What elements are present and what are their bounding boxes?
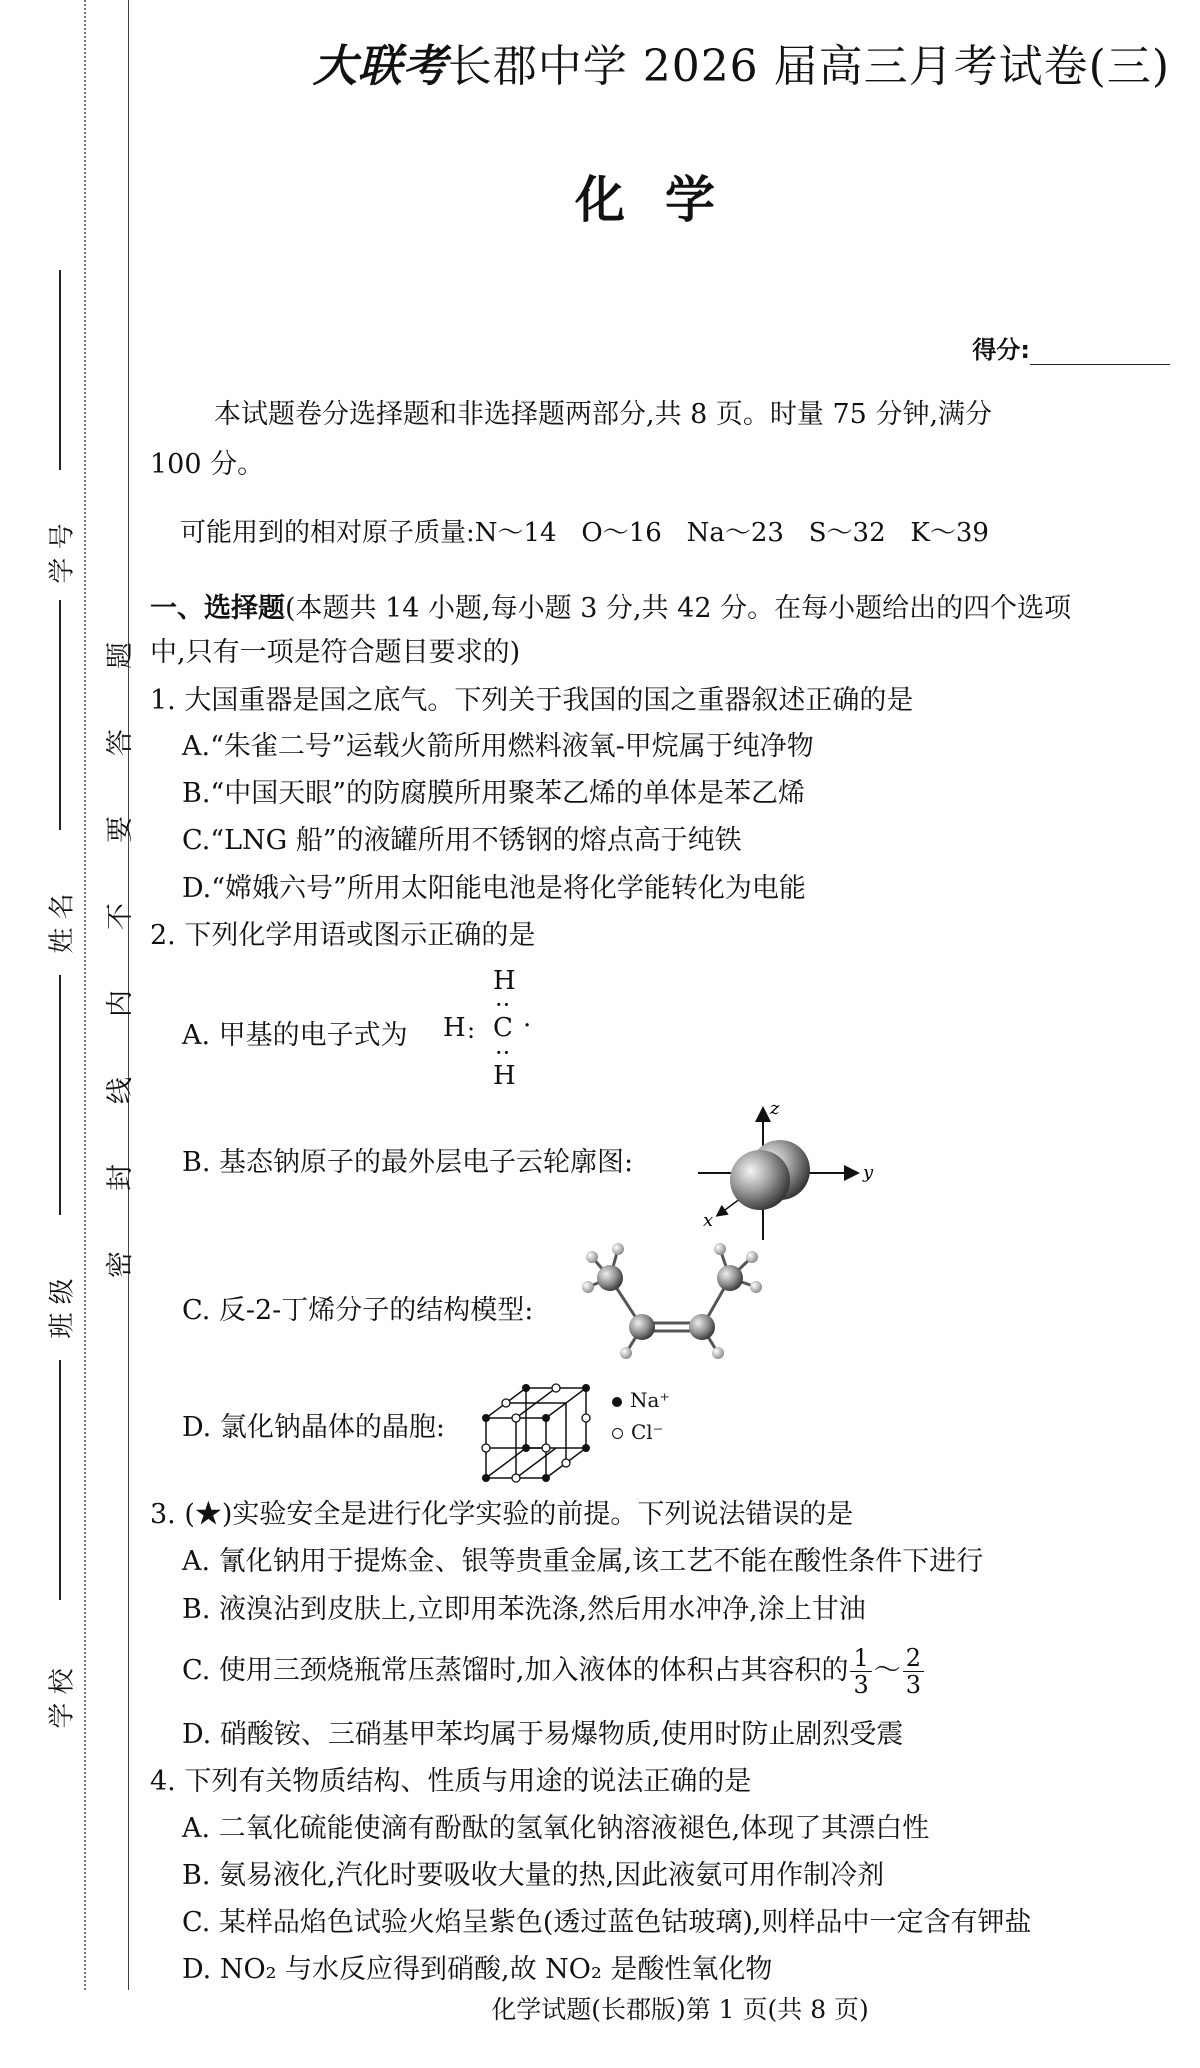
lobe-left — [730, 1150, 790, 1210]
page-footer: 化学试题(长郡版)第 1 页(共 8 页) — [491, 1995, 869, 2024]
exam-title-text: 长郡中学 2026 届高三月考试卷(三) — [447, 41, 1170, 92]
option-c: C. 反-2-丁烯分子的结构模型: — [182, 1295, 534, 1326]
option-d: D. 氯化钠晶体的晶胞: — [182, 1412, 445, 1443]
lewis-h-left: H — [443, 1013, 466, 1043]
seal-char: 答 — [105, 729, 136, 756]
section-desc: 中,只有一项是符合题目要求的) — [150, 637, 521, 668]
option-a: A. 氰化钠用于提炼金、银等贵重金属,该工艺不能在酸性条件下进行 — [182, 1546, 984, 1577]
option-c — [182, 1645, 926, 1698]
seal-char: 要 — [105, 816, 136, 843]
binding-margin — [0, 0, 140, 2068]
axis-x-label: x — [703, 1210, 714, 1231]
name-blank — [59, 600, 61, 830]
option-a: A. 甲基的电子式为 — [182, 1020, 408, 1051]
option-b: B. 基态钠原子的最外层电子云轮廓图: — [182, 1147, 634, 1178]
unpaired-electron: · — [523, 1011, 532, 1041]
intro-line: 本试题卷分选择题和非选择题两部分,共 8 页。时量 75 分钟,满分 — [214, 399, 993, 430]
methyl-lewis-structure — [443, 966, 563, 1091]
fraction-two-thirds: $\frac{2}{3}$ — [903, 1645, 924, 1698]
question-stem: 3. (★)实验安全是进行化学实验的前提。下列说法错误的是 — [150, 1499, 854, 1530]
carbon-atoms — [597, 1265, 743, 1340]
option-c: C.“LNG 船”的液罐所用不锈钢的熔点高于纯铁 — [182, 825, 742, 856]
hydrogen-atoms — [582, 1243, 762, 1359]
fraction-one-third: $\frac{1}{3}$ — [850, 1645, 871, 1698]
number-label: 学 号 — [47, 523, 78, 584]
intro-line: 100 分。 — [150, 449, 265, 480]
option-a: A.“朱雀二号”运载火箭所用燃料液氧-甲烷属于纯净物 — [182, 731, 814, 762]
option-c-text: C. 使用三颈烧瓶常压蒸馏时,加入液体的体积占其容积的 — [182, 1655, 849, 1686]
option-d: D. 硝酸铵、三硝基甲苯均属于易爆物质,使用时防止剧烈受震 — [182, 1719, 904, 1750]
lewis-h-bottom: H — [493, 1061, 516, 1091]
nacl-legend — [612, 1388, 670, 1444]
score-field — [972, 330, 1170, 365]
na-ions — [482, 1384, 590, 1482]
seal-char: 线 — [105, 1077, 136, 1104]
nacl-unit-cell — [476, 1378, 616, 1488]
electron-cloud-diagram — [698, 1100, 918, 1250]
axis-y-label: y — [863, 1162, 874, 1183]
number-blank — [59, 270, 61, 470]
seal-char: 封 — [105, 1164, 136, 1191]
range-tilde: ～ — [873, 1655, 901, 1686]
option-b: B. 液溴沾到皮肤上,立即用苯洗涤,然后用水冲净,涂上甘油 — [182, 1594, 866, 1625]
trans-2-butene-model — [570, 1235, 790, 1365]
atomic-masses: 可能用到的相对原子质量:N～14 O～16 Na～23 S～32 K～39 — [180, 518, 989, 548]
score-blank[interactable] — [1030, 342, 1170, 365]
electron-pair-top: ·· — [495, 991, 511, 1019]
option-c: C. 某样品焰色试验火焰呈紫色(透过蓝色钴玻璃),则样品中一定含有钾盐 — [182, 1907, 1032, 1938]
electron-pair-left: : — [467, 1016, 476, 1044]
score-label: 得分: — [972, 336, 1030, 364]
seal-char: 密 — [105, 1251, 136, 1278]
section-desc: (本题共 14 小题,每小题 3 分,共 42 分。在每小题给出的四个选项 — [285, 593, 1072, 624]
subject-title: 化学 — [575, 170, 755, 229]
option-a: A. 二氧化硫能使滴有酚酞的氢氧化钠溶液褪色,体现了其漂白性 — [182, 1813, 930, 1844]
school-label: 学 校 — [47, 1668, 78, 1729]
lewis-c: C — [493, 1013, 513, 1043]
seal-char: 题 — [105, 642, 136, 669]
fold-dotted-line — [84, 0, 86, 1990]
option-d: D. NO₂ 与水反应得到硝酸,故 NO₂ 是酸性氧化物 — [182, 1954, 773, 1985]
option-d: D.“嫦娥六号”所用太阳能电池是将化学能转化为电能 — [182, 873, 806, 904]
question-stem: 1. 大国重器是国之底气。下列关于我国的国之重器叙述正确的是 — [150, 685, 914, 716]
question-stem: 4. 下列有关物质结构、性质与用途的说法正确的是 — [150, 1766, 752, 1797]
brand-logo-text: 大联考 — [312, 41, 448, 92]
class-label: 班 级 — [47, 1278, 78, 1339]
legend-na: Na⁺ — [612, 1388, 670, 1412]
legend-cl: Cl⁻ — [612, 1420, 670, 1444]
school-blank — [59, 1360, 61, 1600]
question-stem: 2. 下列化学用语或图示正确的是 — [150, 920, 536, 951]
section-heading — [150, 586, 1071, 625]
seal-char: 不 — [105, 903, 136, 930]
name-label: 姓 名 — [47, 893, 78, 954]
section-title: 一、选择题 — [150, 593, 285, 624]
axis-z-label: z — [770, 1100, 780, 1119]
seal-char: 内 — [105, 990, 136, 1017]
exam-title — [313, 30, 1170, 94]
electron-pair-bottom: ·· — [495, 1039, 511, 1067]
option-b: B. 氨易液化,汽化时要吸收大量的热,因此液氨可用作制冷剂 — [182, 1860, 885, 1891]
class-blank — [59, 975, 61, 1215]
option-b: B.“中国天眼”的防腐膜所用聚苯乙烯的单体是苯乙烯 — [182, 778, 806, 809]
lewis-h-top: H — [493, 966, 516, 996]
cl-ions — [482, 1384, 590, 1482]
